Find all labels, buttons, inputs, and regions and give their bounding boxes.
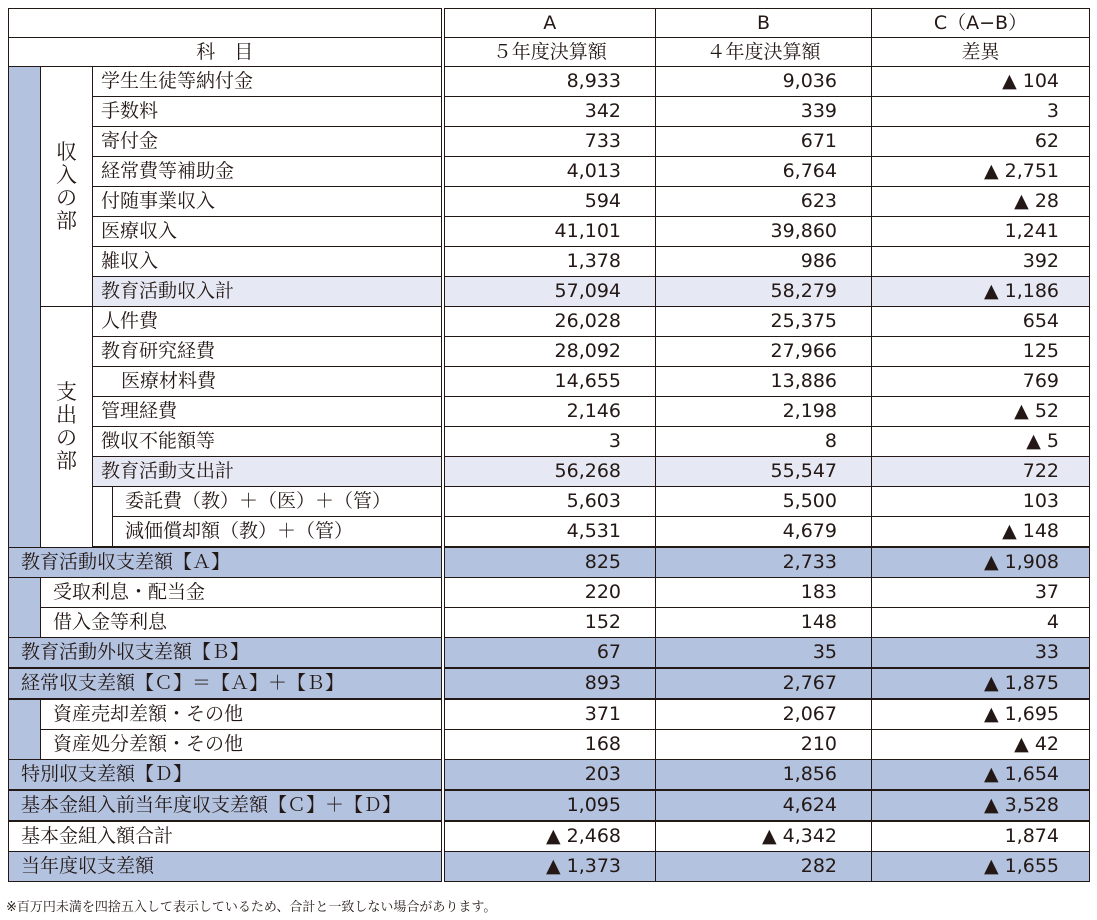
expense-row-label: 医療材料費 bbox=[93, 367, 443, 397]
expense-row-c: ▲ 52 bbox=[872, 397, 1090, 427]
non-edu-row-a: 152 bbox=[443, 608, 656, 638]
income-group-label bbox=[41, 67, 93, 307]
expense-row-c: 125 bbox=[872, 337, 1090, 367]
expense-sub-c: ▲ 148 bbox=[872, 517, 1090, 547]
income-row-c: 62 bbox=[872, 127, 1090, 157]
income-row-b: 9,036 bbox=[656, 67, 872, 97]
special-row-c: ▲ 42 bbox=[872, 730, 1090, 760]
income-group-text: 収入の部 bbox=[56, 139, 77, 233]
special-band bbox=[9, 699, 41, 760]
expense-sub-label: 減価償却額（教）＋（管） bbox=[113, 517, 443, 547]
year-balance-b: 282 bbox=[656, 852, 872, 882]
header-subject: 科 目 bbox=[9, 38, 443, 67]
expense-row-c: 769 bbox=[872, 367, 1090, 397]
header-col-c: 差異 bbox=[872, 38, 1090, 67]
expense-sub-indent bbox=[93, 487, 113, 547]
income-row-a: 8,933 bbox=[443, 67, 656, 97]
expense-row-b: 13,886 bbox=[656, 367, 872, 397]
special-row-a: 371 bbox=[443, 699, 656, 730]
income-row-a: 733 bbox=[443, 127, 656, 157]
ordinary-balance-b: 2,767 bbox=[656, 668, 872, 699]
year-balance-a: ▲ 1,373 bbox=[443, 852, 656, 882]
special-row-b: 210 bbox=[656, 730, 872, 760]
expense-sub-b: 4,679 bbox=[656, 517, 872, 547]
expense-row-label: 管理経費 bbox=[93, 397, 443, 427]
edu-balance-b: 2,733 bbox=[656, 548, 872, 578]
ordinary-balance-label: 経常収支差額【Ｃ】＝【Ａ】＋【Ｂ】 bbox=[9, 668, 443, 699]
expense-total-label: 教育活動支出計 bbox=[93, 457, 443, 487]
income-total-c: ▲ 1,186 bbox=[872, 277, 1090, 307]
header-col-c-code: C（A−B） bbox=[872, 9, 1090, 38]
expense-total-c: 722 bbox=[872, 457, 1090, 487]
non-edu-row-c: 4 bbox=[872, 608, 1090, 638]
income-row-c: 392 bbox=[872, 247, 1090, 277]
non-edu-balance-label: 教育活動外収支差額【Ｂ】 bbox=[9, 638, 443, 669]
expense-row-a: 3 bbox=[443, 427, 656, 457]
expense-sub-b: 5,500 bbox=[656, 487, 872, 517]
income-row-c: ▲ 28 bbox=[872, 187, 1090, 217]
expense-row-a: 2,146 bbox=[443, 397, 656, 427]
header-blank-cell bbox=[9, 9, 443, 38]
expense-total-a: 56,268 bbox=[443, 457, 656, 487]
non-edu-row-c: 37 bbox=[872, 578, 1090, 608]
basic-total-c: 1,874 bbox=[872, 821, 1090, 852]
income-row-c: 1,241 bbox=[872, 217, 1090, 247]
non-edu-row-a: 220 bbox=[443, 578, 656, 608]
non-edu-balance-c: 33 bbox=[872, 638, 1090, 669]
income-row-b: 986 bbox=[656, 247, 872, 277]
expense-row-b: 2,198 bbox=[656, 397, 872, 427]
income-total-a: 57,094 bbox=[443, 277, 656, 307]
ordinary-balance-c: ▲ 1,875 bbox=[872, 668, 1090, 699]
special-row-a: 168 bbox=[443, 730, 656, 760]
header-col-b-code: B bbox=[656, 9, 872, 38]
income-row-b: 671 bbox=[656, 127, 872, 157]
income-total-label: 教育活動収入計 bbox=[93, 277, 443, 307]
income-row-a: 1,378 bbox=[443, 247, 656, 277]
financial-table-wrapper bbox=[8, 8, 1090, 882]
footnote: ※百万円未満を四捨五入して表示しているため、合計と一致しない場合があります。 bbox=[6, 900, 497, 915]
expense-group-text: 支出の部 bbox=[56, 380, 77, 473]
header-col-b: ４年度決算額 bbox=[656, 38, 872, 67]
income-row-label: 学生生徒等納付金 bbox=[93, 67, 443, 97]
income-row-label: 寄付金 bbox=[93, 127, 443, 157]
income-total-b: 58,279 bbox=[656, 277, 872, 307]
special-row-b: 2,067 bbox=[656, 699, 872, 730]
income-row-a: 41,101 bbox=[443, 217, 656, 247]
non-edu-row-label: 借入金等利息 bbox=[41, 608, 443, 638]
non-edu-balance-a: 67 bbox=[443, 638, 656, 669]
expense-row-label: 教育研究経費 bbox=[93, 337, 443, 367]
edu-balance-a: 825 bbox=[443, 548, 656, 578]
special-balance-b: 1,856 bbox=[656, 760, 872, 791]
basic-total-a: ▲ 2,468 bbox=[443, 821, 656, 852]
year-balance-c: ▲ 1,655 bbox=[872, 852, 1090, 882]
non-edu-row-label: 受取利息・配当金 bbox=[41, 578, 443, 608]
expense-total-b: 55,547 bbox=[656, 457, 872, 487]
expense-row-b: 27,966 bbox=[656, 337, 872, 367]
pre-basic-a: 1,095 bbox=[443, 790, 656, 821]
basic-total-b: ▲ 4,342 bbox=[656, 821, 872, 852]
expense-sub-c: 103 bbox=[872, 487, 1090, 517]
edu-balance-c: ▲ 1,908 bbox=[872, 548, 1090, 578]
income-row-b: 39,860 bbox=[656, 217, 872, 247]
expense-row-label: 徴収不能額等 bbox=[93, 427, 443, 457]
income-expense-band bbox=[9, 67, 41, 548]
pre-basic-label: 基本金組入前当年度収支差額【Ｃ】＋【Ｄ】 bbox=[9, 790, 443, 821]
non-edu-balance-b: 35 bbox=[656, 638, 872, 669]
pre-basic-c: ▲ 3,528 bbox=[872, 790, 1090, 821]
non-edu-band bbox=[9, 578, 41, 638]
expense-row-a: 26,028 bbox=[443, 307, 656, 337]
income-row-label: 付随事業収入 bbox=[93, 187, 443, 217]
income-row-label: 医療収入 bbox=[93, 217, 443, 247]
income-row-c: ▲ 104 bbox=[872, 67, 1090, 97]
expense-row-a: 14,655 bbox=[443, 367, 656, 397]
income-row-c: 3 bbox=[872, 97, 1090, 127]
income-statement-table bbox=[8, 8, 1090, 882]
income-row-a: 4,013 bbox=[443, 157, 656, 187]
income-row-a: 594 bbox=[443, 187, 656, 217]
pre-basic-b: 4,624 bbox=[656, 790, 872, 821]
non-edu-row-b: 148 bbox=[656, 608, 872, 638]
special-balance-label: 特別収支差額【Ｄ】 bbox=[9, 760, 443, 791]
expense-sub-a: 4,531 bbox=[443, 517, 656, 547]
income-row-label: 手数料 bbox=[93, 97, 443, 127]
expense-row-b: 8 bbox=[656, 427, 872, 457]
expense-sub-a: 5,603 bbox=[443, 487, 656, 517]
expense-group-label bbox=[41, 307, 93, 548]
expense-row-c: 654 bbox=[872, 307, 1090, 337]
year-balance-label: 当年度収支差額 bbox=[9, 852, 443, 882]
expense-row-a: 28,092 bbox=[443, 337, 656, 367]
special-balance-a: 203 bbox=[443, 760, 656, 791]
income-row-b: 623 bbox=[656, 187, 872, 217]
expense-row-label: 人件費 bbox=[93, 307, 443, 337]
ordinary-balance-a: 893 bbox=[443, 668, 656, 699]
income-row-b: 339 bbox=[656, 97, 872, 127]
special-row-label: 資産処分差額・その他 bbox=[41, 730, 443, 760]
income-row-label: 雑収入 bbox=[93, 247, 443, 277]
expense-row-c: ▲ 5 bbox=[872, 427, 1090, 457]
expense-row-b: 25,375 bbox=[656, 307, 872, 337]
special-balance-c: ▲ 1,654 bbox=[872, 760, 1090, 791]
income-row-label: 経常費等補助金 bbox=[93, 157, 443, 187]
special-row-c: ▲ 1,695 bbox=[872, 699, 1090, 730]
special-row-label: 資産売却差額・その他 bbox=[41, 699, 443, 730]
income-row-a: 342 bbox=[443, 97, 656, 127]
non-edu-row-b: 183 bbox=[656, 578, 872, 608]
basic-total-label: 基本金組入額合計 bbox=[9, 821, 443, 852]
edu-balance-label: 教育活動収支差額【Ａ】 bbox=[9, 548, 443, 578]
header-col-a-code: A bbox=[443, 9, 656, 38]
expense-sub-label: 委託費（教）＋（医）＋（管） bbox=[113, 487, 443, 517]
income-row-b: 6,764 bbox=[656, 157, 872, 187]
income-row-c: ▲ 2,751 bbox=[872, 157, 1090, 187]
header-col-a: ５年度決算額 bbox=[443, 38, 656, 67]
